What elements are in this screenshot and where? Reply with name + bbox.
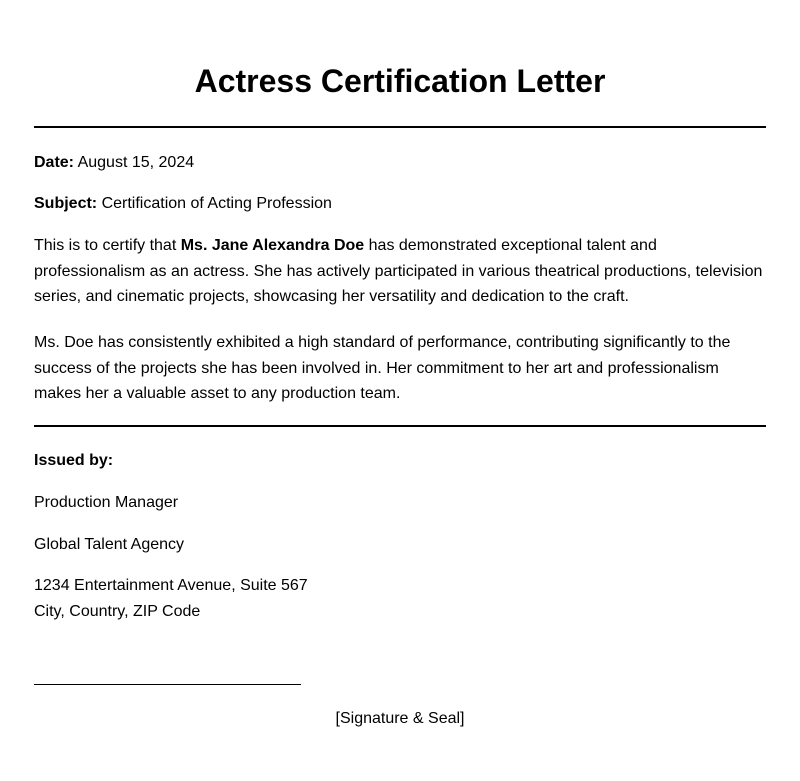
issuer-title: Production Manager bbox=[34, 494, 179, 511]
certification-paragraph bbox=[34, 233, 770, 310]
date-line bbox=[34, 153, 194, 173]
signature-caption: [Signature & Seal] bbox=[335, 710, 465, 727]
performance-paragraph: Ms. Doe has consistently exhibited a high standard of performance, contributing significantly to the success of the projects she has been involved in. Her commitment to her art and professionalism makes her a valuable asset to any production team. bbox=[34, 334, 731, 402]
paragraph-rest: has demonstrated exceptional talent and professionalism as an actress. She has actively participated in various theatrical productions, television series, and cinematic projects, showcasing her versatility and dedication to the craft. bbox=[34, 237, 763, 305]
issuer-address bbox=[34, 573, 308, 625]
subject-line bbox=[34, 194, 332, 214]
date-label: Date: bbox=[34, 154, 75, 171]
middle-divider bbox=[34, 425, 766, 427]
issuer-organization: Global Talent Agency bbox=[34, 536, 185, 553]
address-line-1: 1234 Entertainment Avenue, Suite 567 bbox=[34, 577, 308, 594]
certified-name: Ms. Jane Alexandra Doe bbox=[180, 237, 365, 254]
paragraph-intro: This is to certify that bbox=[34, 237, 181, 254]
signature-line bbox=[34, 684, 301, 685]
date-value: August 15, 2024 bbox=[77, 154, 195, 171]
address-line-2: City, Country, ZIP Code bbox=[34, 603, 201, 620]
subject-value: Certification of Acting Profession bbox=[101, 195, 332, 212]
document-title: Actress Certification Letter bbox=[194, 63, 606, 99]
subject-label: Subject: bbox=[34, 195, 98, 212]
top-divider bbox=[34, 126, 766, 128]
issued-by-label: Issued by: bbox=[34, 452, 114, 469]
